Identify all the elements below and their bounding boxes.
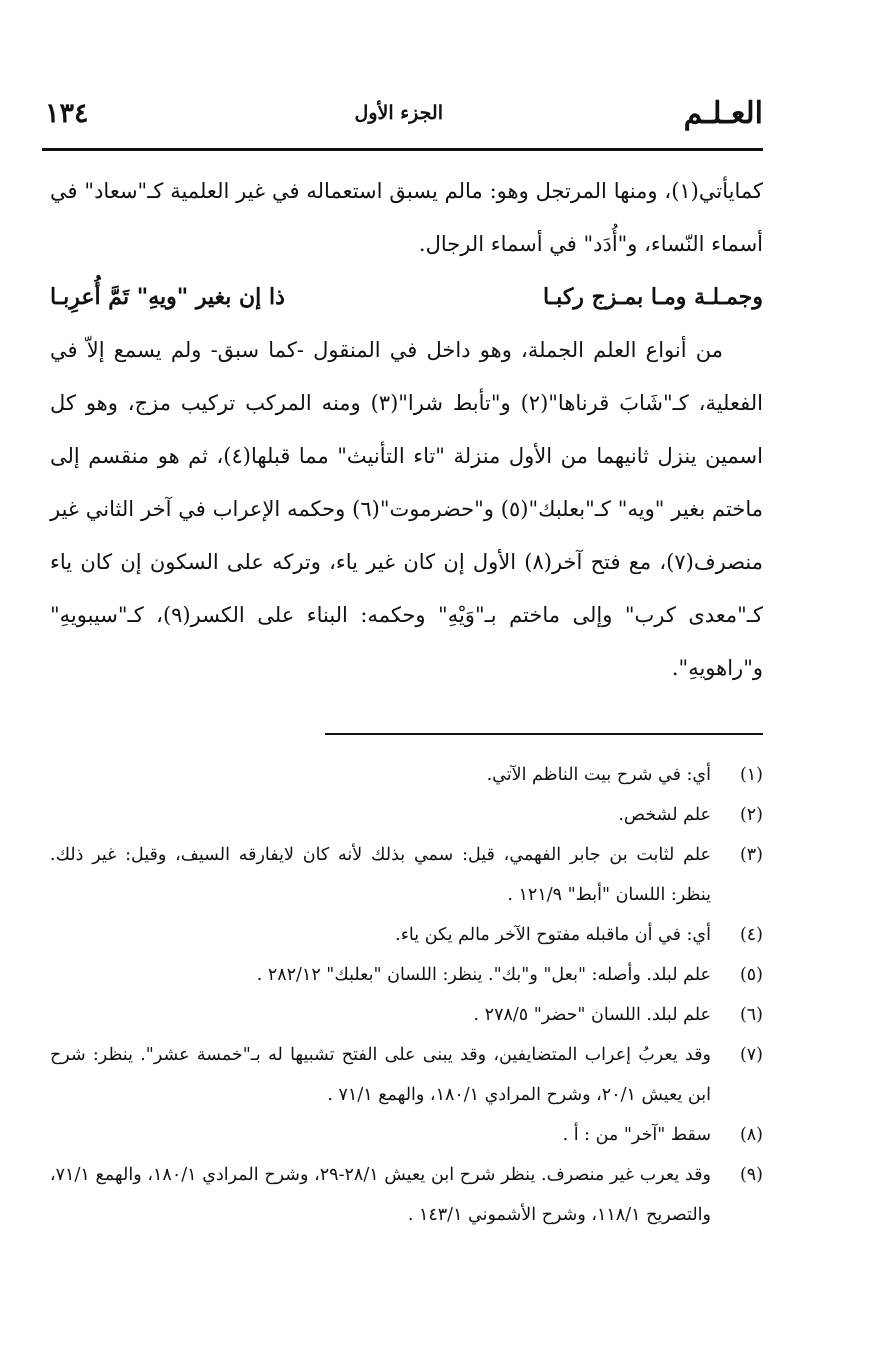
footnote-number: (٨) <box>739 1125 763 1145</box>
footnote-number: (٧) <box>739 1045 763 1065</box>
footnote-text: أي: في أن ماقبله مفتوح الآخر مالم يكن ياء. <box>395 925 711 945</box>
header-rule <box>42 148 763 151</box>
footnote <box>50 795 763 835</box>
footnote-number: (٢) <box>739 805 763 825</box>
paragraph-1: كمايأتي(١)، ومنها المرتجل وهو: مالم يسبق استعماله في غير العلمية كـ"سعاد" في أسماء النّساء، و"أُدَد" في أسماء الرجال. <box>50 179 763 256</box>
footnote <box>50 955 763 995</box>
footnote-text: وقد يعرب غير منصرف. ينظر شرح ابن يعيش ٢٨/١-٢٩، وشرح المرادي ١٨٠/١، والهمع ٧١/١، والتصريح ١١٨/١، وشرح الأشموني ١٤٣/١ . <box>50 1165 711 1225</box>
footnote-text: علم لثابت بن جابر الفهمي، قيل: سمي بذلك لأنه كان لايفارقه السيف، وقيل: غير ذلك. ينظر: اللسان "أبط" ١٢١/٩ . <box>50 845 711 905</box>
footnotes <box>50 755 763 1235</box>
footnote-number: (٦) <box>739 1005 763 1025</box>
footnote-text: سقط "آخر" من : أ . <box>562 1125 711 1145</box>
main-text <box>50 165 763 695</box>
part-label: الجزء الأول <box>354 102 443 124</box>
page-number: ١٣٤ <box>45 98 89 129</box>
footnote-number: (٩) <box>739 1165 763 1185</box>
footnote-number: (٣) <box>739 845 763 865</box>
footnote-separator <box>325 733 763 735</box>
paragraph-2: من أنواع العلم الجملة، وهو داخل في المنقول -كما سبق- ولم يسمع إلاّ في الفعلية، كـ"شَابَ قرناها"(٢) و"تأبط شرا"(٣) ومنه المركب تركيب مزج، وهو كل اسمين ينزل ثانيهما من الأول منزلة "تاء التأنيث" مما قبلها(٤)، ثم هو منقسم إلى ماختم بغير "ويه" كـ"بعلبك"(٥) و"حضرموت"(٦) وحكمه الإعراب في آخر الثاني غير منصرف(٧)، مع فتح آخر(٨) الأول إن كان غير ياء، وتركه على السكون إن كان ياء كـ"معدى كرب" وإلى ماختم بـ"وَيْهِ" وحكمه: البناء على الكسر(٩)، كـ"سيبويهِ" و"راهويهِ". <box>50 338 763 680</box>
footnote <box>50 1035 763 1115</box>
footnote-text: علم لشخص. <box>618 805 711 825</box>
chapter-title: العـلـم <box>683 96 763 131</box>
footnote-number: (٥) <box>739 965 763 985</box>
footnote <box>50 1155 763 1235</box>
verse <box>50 271 763 324</box>
footnote <box>50 835 763 915</box>
footnote-text: علم لبلد. وأصله: "بعل" و"بك". ينظر: اللسان "بعلبك" ٢٨٢/١٢ . <box>256 965 711 985</box>
verse-second-hemistich: ذا إن بغير "ويهِ" تَمَّ أُعرِبـا <box>50 284 285 310</box>
footnote-text: علم لبلد. اللسان "حضر" ٢٧٨/٥ . <box>473 1005 711 1025</box>
footnote-text: وقد يعربُ إعراب المتضايفين، وقد يبنى على الفتح تشبيها له بـ"خمسة عشر". ينظر: شرح ابن يعيش ٢٠/١، وشرح المرادي ١٨٠/١، والهمع ٧١/١ . <box>50 1045 711 1105</box>
footnote-number: (١) <box>739 765 763 785</box>
footnote-number: (٤) <box>739 925 763 945</box>
footnote <box>50 995 763 1035</box>
page-header <box>45 88 763 146</box>
footnote-text: أي: في شرح بيت الناظم الآتي. <box>486 765 711 785</box>
verse-first-hemistich: وجمـلـة ومـا بمـزج ركبـا <box>543 284 763 310</box>
footnote <box>50 1115 763 1155</box>
footnote <box>50 755 763 795</box>
footnote <box>50 915 763 955</box>
